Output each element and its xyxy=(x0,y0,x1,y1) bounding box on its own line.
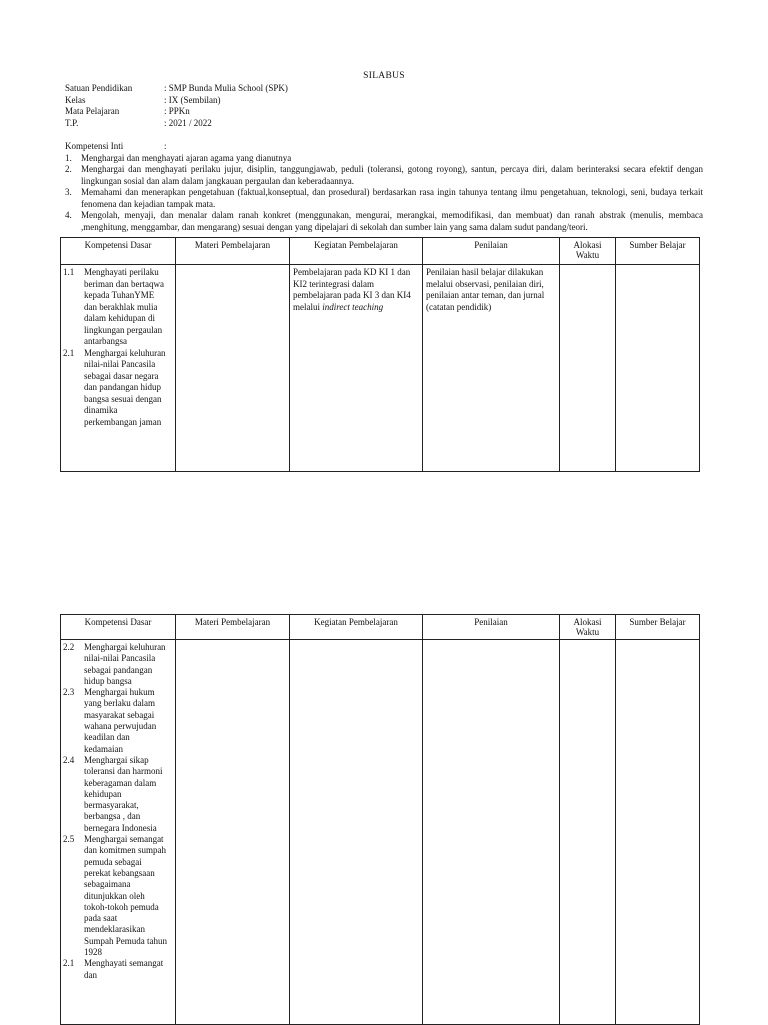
ki-number: 3. xyxy=(65,187,72,197)
header-kompetensi-dasar: Kompetensi Dasar xyxy=(61,615,176,640)
cell-alokasi xyxy=(560,265,616,472)
kd-item xyxy=(63,755,172,834)
table-header-row xyxy=(61,615,700,640)
cell-alokasi xyxy=(560,640,616,1025)
ki-item-3 xyxy=(65,187,703,210)
header-materi: Materi Pembelajaran xyxy=(176,238,290,265)
kd-item xyxy=(63,642,172,687)
header-materi: Materi Pembelajaran xyxy=(176,615,290,640)
cell-kegiatan xyxy=(290,640,423,1025)
info-label: Kelas xyxy=(65,94,86,105)
kd-number: 2.1 xyxy=(63,958,75,969)
kegiatan-main: Pembelajaran pada KD KI 1 dan KI2 terintegrasi dalam pembelajaran pada KI 3 dan KI4 melalui xyxy=(293,267,411,312)
info-label: Mata Pelajaran xyxy=(65,106,120,117)
header-penilaian: Penilaian xyxy=(423,238,560,265)
cell-kompetensi-dasar xyxy=(61,265,176,472)
cell-penilaian xyxy=(423,640,560,1025)
ki-text: Mengolah, menyaji, dan menalar dalam ranah konkret (menggunakan, mengurai, merangkai, memodifikasi, dan membuat) dan ranah abstrak (menulis, membaca ,menghitung, menggambar, dan mengarang) sesuai dengan yang dipelajari di sekolah dan sumber lain yang sama dalam sudut pandang/teori. xyxy=(81,210,703,232)
kd-number: 2.3 xyxy=(63,687,75,698)
cell-penilaian xyxy=(423,265,560,472)
kd-text: Menghargai semangat dan komitmen sumpah pemuda sebagai perekat kebangsaan sebagaimana ditunjukkan oleh tokoh-tokoh pemuda pada saat mendeklarasikan Sumpah Pemuda tahun 1928 xyxy=(84,834,167,958)
header-penilaian: Penilaian xyxy=(423,615,560,640)
header-alokasi: Alokasi Waktu xyxy=(560,238,616,265)
kompetensi-inti-label: Kompetensi Inti xyxy=(65,141,124,151)
header-sumber: Sumber Belajar xyxy=(616,238,700,265)
kompetensi-inti-section xyxy=(65,141,703,233)
table-row xyxy=(61,640,700,1025)
cell-sumber xyxy=(616,640,700,1025)
info-row-mapel xyxy=(65,106,288,118)
cell-sumber xyxy=(616,265,700,472)
ki-text: Memahami dan menerapkan pengetahuan (faktual,konseptual, dan prosedural) berdasarkan rasa ingin tahunya tentang ilmu pengetahuan, teknologi, seni, budaya terkait fenomena dan kejadian tampak mata. xyxy=(81,187,703,209)
kd-text: Menghargai sikap toleransi dan harmoni keberagaman dalam kehidupan bermasyarakat, berbangsa , dan bernegara Indonesia xyxy=(84,754,163,833)
table-row xyxy=(61,265,700,472)
ki-text: Menghargai dan menghayati ajaran agama yang dianutnya xyxy=(81,152,292,163)
ki-number: 4. xyxy=(65,210,72,220)
info-value: : SMP Bunda Mulia School (SPK) xyxy=(164,83,288,93)
ki-item-1 xyxy=(65,153,703,165)
syllabus-table-1 xyxy=(60,237,700,472)
ki-item-2 xyxy=(65,164,703,187)
info-label: T.P. xyxy=(65,117,79,128)
syllabus-table-2 xyxy=(60,614,700,1025)
kd-item xyxy=(63,348,172,429)
cell-kompetensi-dasar xyxy=(61,640,176,1025)
cell-kegiatan xyxy=(290,265,423,472)
kd-text: Menghayati semangat dan xyxy=(84,958,164,980)
ki-number: 1. xyxy=(65,152,72,163)
info-row-kelas xyxy=(65,95,288,107)
kd-text: Menghargai hukum yang berlaku dalam masyarakat sebagai wahana perwujudan keadilan dan kedamaian xyxy=(84,687,157,754)
header-kompetensi-dasar: Kompetensi Dasar xyxy=(61,238,176,265)
cell-materi xyxy=(176,265,290,472)
page-title: SILABUS xyxy=(363,71,405,81)
kd-number: 2.1 xyxy=(63,347,75,358)
ki-number: 2. xyxy=(65,164,72,174)
info-value: : 2021 / 2022 xyxy=(164,117,212,128)
info-row-tp xyxy=(65,118,288,130)
info-row-satuan xyxy=(65,83,288,95)
cell-materi xyxy=(176,640,290,1025)
info-value: : IX (Sembilan) xyxy=(164,94,221,105)
kd-number: 2.2 xyxy=(63,642,75,652)
document-info xyxy=(65,83,288,129)
info-label: Satuan Pendidikan xyxy=(65,83,133,93)
kd-number: 2.5 xyxy=(63,834,75,845)
kd-item xyxy=(63,958,172,981)
kd-text: Menghargai keluhuran nilai-nilai Pancasila sebagai pandangan hidup bangsa xyxy=(84,642,166,686)
kd-number: 2.4 xyxy=(63,754,75,765)
penilaian-text: Penilaian hasil belajar dilakukan melalui observasi, penilaian diri, penilaian antar teman, dan jurnal (catatan pendidik) xyxy=(426,267,545,312)
kd-text: Menghayati perilaku beriman dan bertaqwa kepada TuhanYME dan berakhlak mulia dalam kehidupan di lingkungan pergaulan antarbangsa xyxy=(84,267,164,346)
header-kegiatan: Kegiatan Pembelajaran xyxy=(290,615,423,640)
kd-text: Menghargai keluhuran nilai-nilai Pancasila sebagai dasar negara dan pandangan hidup bangsa sesuai dengan dinamika perkembangan jaman xyxy=(84,347,166,427)
kd-item xyxy=(63,267,172,348)
kegiatan-emphasis: indirect teaching xyxy=(322,301,384,312)
ki-text: Menghargai dan menghayati perilaku jujur, disiplin, tanggungjawab, peduli (toleransi, gotong royong), santun, percaya diri, dalam berinteraksi secara efektif dengan lingkungan sosial dan alam dalam jangkauan pergaulan dan keberadaannya. xyxy=(81,164,703,186)
kd-item xyxy=(63,834,172,958)
header-alokasi: Alokasi Waktu xyxy=(560,615,616,640)
kegiatan-text xyxy=(293,267,419,313)
table-header-row xyxy=(61,238,700,265)
header-kegiatan: Kegiatan Pembelajaran xyxy=(290,238,423,265)
kd-number: 1.1 xyxy=(63,267,75,277)
header-sumber: Sumber Belajar xyxy=(616,615,700,640)
kompetensi-inti-heading xyxy=(65,141,703,153)
ki-item-4 xyxy=(65,210,703,233)
info-value: : PPKn xyxy=(164,106,190,117)
kd-item xyxy=(63,687,172,755)
kompetensi-inti-colon: : xyxy=(164,141,167,151)
